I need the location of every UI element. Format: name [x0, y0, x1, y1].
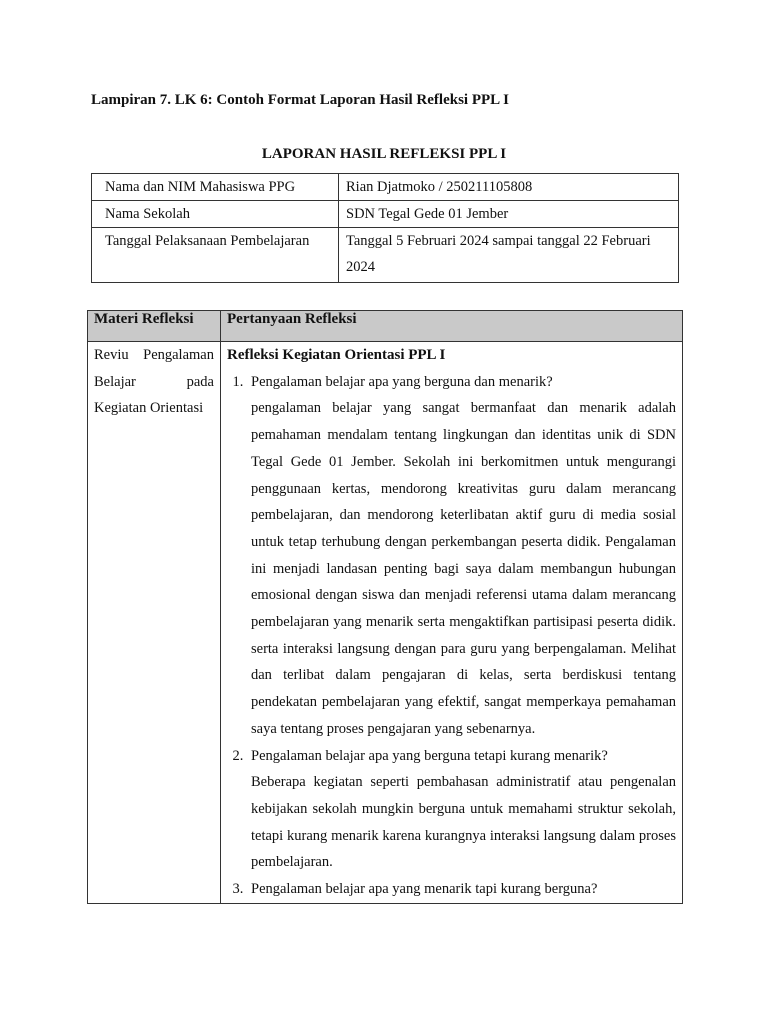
question-item [247, 743, 676, 877]
student-label: Nama dan NIM Mahasiswa PPG [92, 174, 339, 201]
identity-row-date [92, 228, 679, 283]
reflection-header-row [88, 311, 683, 342]
report-title: LAPORAN HASIL REFLEKSI PPL I [261, 146, 507, 162]
question-item [247, 876, 676, 903]
identity-row-student [92, 174, 679, 201]
date-value: Tanggal 5 Februari 2024 sampai tanggal 22 Februari 2024 [339, 228, 679, 283]
question-text: 3. Pengalaman belajar apa yang menarik tapi kurang berguna? [251, 881, 598, 898]
materi-line-3: Kegiatan Orientasi [94, 400, 204, 417]
answer-text: pengalaman belajar yang sangat bermanfaat dan menarik adalah pemahaman mendalam tentang lingkungan dan identitas unik di SDN Tegal Gede 01 Jember. Sekolah ini berkomitmen untuk mengurangi penggunaan kertas, mendorong kreativitas guru dalam merancang pembelajaran, dan mendorong keterlibatan aktif guru di media sosial untuk tetap terhubung dengan perkembangan peserta didik. Pengalaman ini menjadi landasan penting bagi saya dalam membangun hubungan emosional dengan siswa dan menjadi referensi utama dalam merancang pembelajaran yang menarik serta mengaktifkan partisipasi peserta didik. serta interaksi langsung dengan para guru yang berpengalaman. Melihat dan terlibat dalam pengajaran di kelas, serta berdiskusi tentang pendekatan pembelajaran yang efektif, sangat memperkaya pemahaman saya tentang proses pengajaran yang sebenarnya. [251, 400, 676, 737]
materi-cell [88, 342, 221, 904]
section-title: Refleksi Kegiatan Orientasi PPL I [227, 347, 446, 363]
materi-word: Reviu [94, 347, 129, 363]
reflection-table [87, 310, 683, 904]
school-value: SDN Tegal Gede 01 Jember [339, 201, 679, 228]
materi-word: Pengalaman [143, 347, 214, 363]
date-label: Tanggal Pelaksanaan Pembelajaran [92, 228, 339, 283]
question-item [247, 369, 676, 743]
materi-word: pada [186, 373, 214, 390]
page-heading: Lampiran 7. LK 6: Contoh Format Laporan Hasil Refleksi PPL I [91, 92, 509, 108]
question-text: 2. Pengalaman belajar apa yang berguna tetapi kurang menarik? [251, 747, 608, 764]
question-list [227, 369, 676, 903]
materi-header: Materi Refleksi [88, 311, 221, 342]
materi-word: Belajar [94, 373, 136, 390]
answer-text: Beberapa kegiatan seperti pembahasan administratif atau pengenalan kebijakan sekolah mungkin berguna untuk memahami struktur sekolah, tetapi kurang menarik karena kurangnya interaksi langsung dalam proses pembelajaran. [251, 774, 676, 871]
identity-row-school [92, 201, 679, 228]
pertanyaan-cell [221, 342, 683, 904]
materi-line-2 [94, 369, 214, 396]
reflection-body-row [88, 342, 683, 904]
question-text: 1. Pengalaman belajar apa yang berguna dan menarik? [251, 373, 553, 390]
student-value: Rian Djatmoko / 250211105808 [339, 174, 679, 201]
materi-line-1 [94, 342, 214, 369]
school-label: Nama Sekolah [92, 201, 339, 228]
identity-table [91, 173, 679, 283]
pertanyaan-header: Pertanyaan Refleksi [221, 311, 683, 342]
